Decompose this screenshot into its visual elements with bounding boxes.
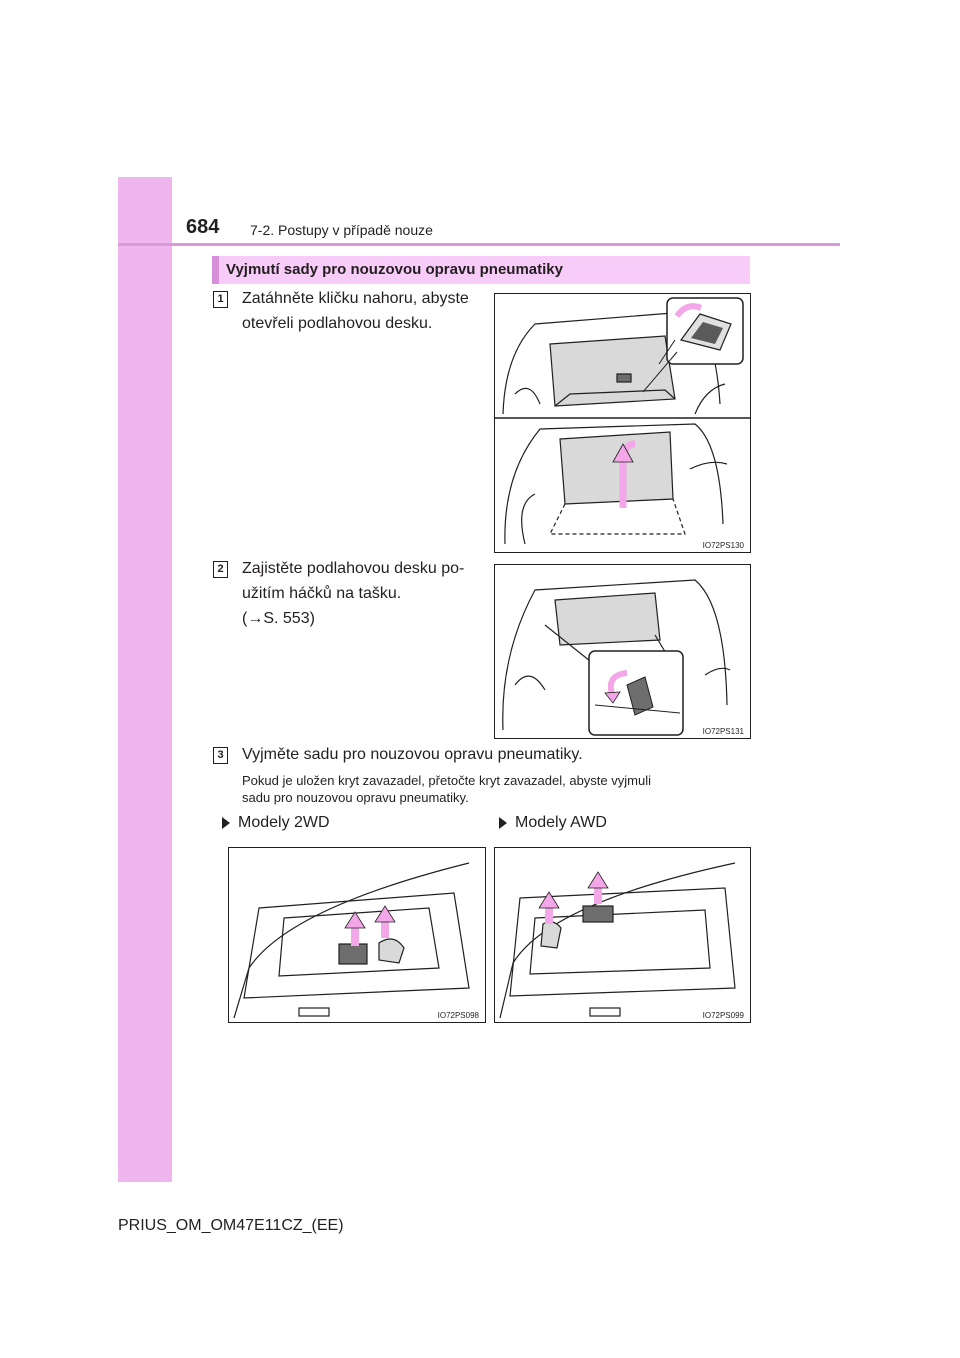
figure-step-2 bbox=[494, 564, 751, 739]
step-2-text bbox=[242, 556, 485, 631]
side-tab-band bbox=[118, 177, 172, 1182]
figure-code-2wd: IO72PS098 bbox=[437, 1011, 479, 1020]
model-2wd-text: Modely 2WD bbox=[238, 814, 330, 831]
step-3-note-line-2: sadu pro nouzovou opravu pneumatiky. bbox=[242, 790, 469, 805]
step-2-line-1: Zajistěte podlahovou desku po- bbox=[242, 560, 465, 577]
trunk-illustration-2 bbox=[495, 565, 750, 738]
figure-step-1 bbox=[494, 293, 751, 553]
trunk-illustration-1 bbox=[495, 294, 750, 552]
step-1-line-2: otevřeli podlahovou desku. bbox=[242, 315, 433, 332]
step-number-1: 1 bbox=[213, 291, 228, 308]
trunk-2wd-illustration bbox=[229, 848, 485, 1022]
figure-code-1: IO72PS130 bbox=[702, 541, 744, 550]
triangle-bullet-icon bbox=[222, 817, 230, 829]
step-1-line-1: Zatáhněte kličku nahoru, abyste bbox=[242, 290, 469, 307]
step-3-text: Vyjměte sadu pro nouzovou opravu pneumatiky. bbox=[242, 746, 583, 763]
document-footer: PRIUS_OM_OM47E11CZ_(EE) bbox=[118, 1217, 344, 1234]
step-2-line-2: užitím háčků na tašku. bbox=[242, 585, 402, 602]
model-awd-label bbox=[499, 814, 607, 832]
step-2-line-3: (→S. 553) bbox=[242, 610, 315, 627]
figure-awd bbox=[494, 847, 751, 1023]
step-number-2: 2 bbox=[213, 561, 228, 578]
model-awd-text: Modely AWD bbox=[515, 814, 607, 831]
figure-code-2: IO72PS131 bbox=[702, 727, 744, 736]
step-3-note bbox=[242, 772, 750, 806]
trunk-awd-illustration bbox=[495, 848, 750, 1022]
title-accent bbox=[212, 256, 219, 284]
header-divider bbox=[118, 243, 840, 246]
procedure-title-bar bbox=[212, 256, 750, 284]
figure-code-awd: IO72PS099 bbox=[702, 1011, 744, 1020]
step-3-note-line-1: Pokud je uložen kryt zavazadel, přetočte kryt zavazadel, abyste vyjmuli bbox=[242, 773, 651, 788]
model-2wd-label bbox=[222, 814, 330, 832]
section-title: 7-2. Postupy v případě nouze bbox=[250, 222, 433, 238]
procedure-title: Vyjmutí sady pro nouzovou opravu pneumatiky bbox=[226, 261, 563, 278]
step-number-3: 3 bbox=[213, 747, 228, 764]
triangle-bullet-icon bbox=[499, 817, 507, 829]
step-1-text bbox=[242, 286, 485, 336]
figure-2wd bbox=[228, 847, 486, 1023]
page-number: 684 bbox=[186, 216, 220, 238]
